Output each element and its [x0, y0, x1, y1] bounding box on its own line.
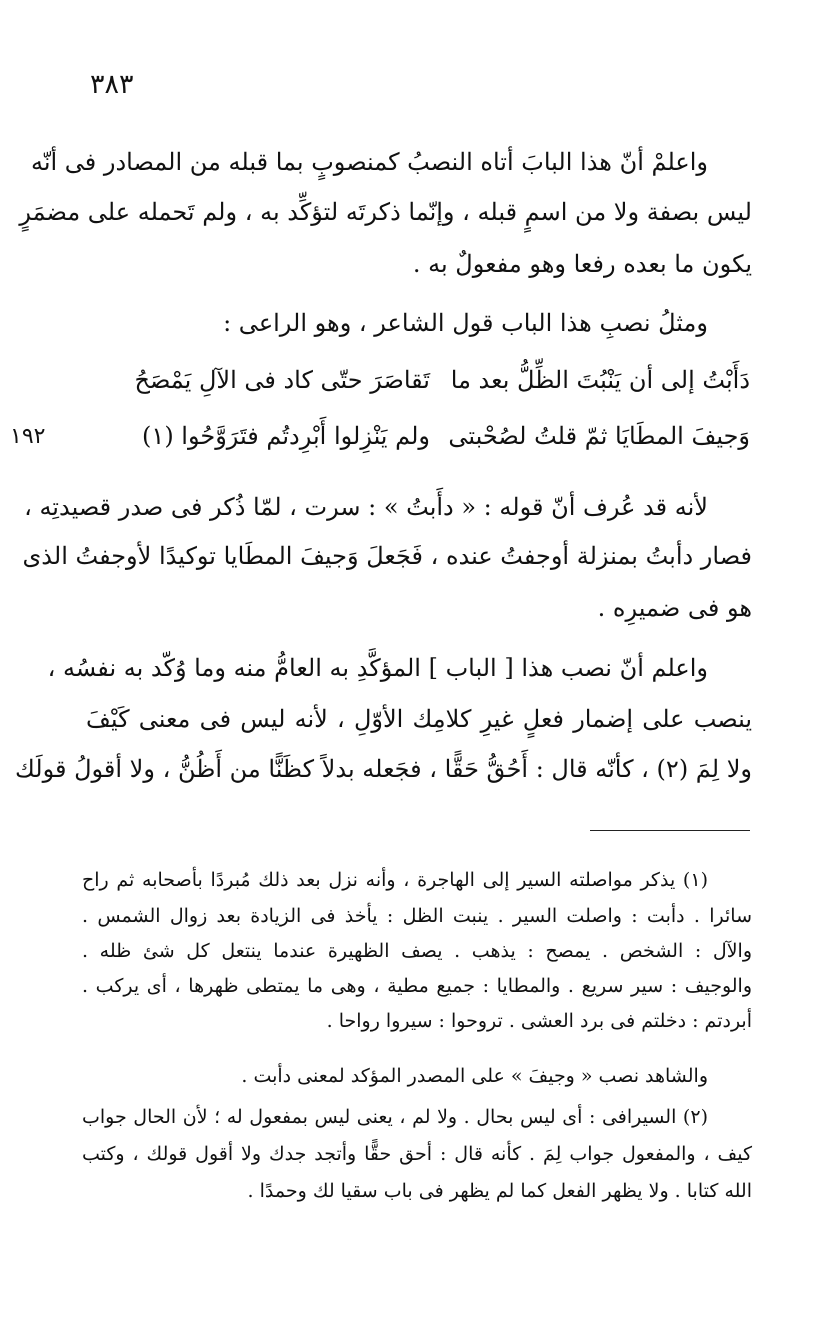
- verse-hemistich-1: دَأَبْتُ إلى أن يَنْبُتَ الظِّلُّ بعد ما: [450, 366, 750, 394]
- footnote-divider: [590, 830, 750, 831]
- footnote-line: والوجيف : سير سريع . والمطايا : جميع مطية ، وهى ما يمتطى ظهرها ، أى يركب .: [82, 975, 752, 997]
- verse-hemistich-3: وَجيفَ المطَايَا ثمّ قلتُ لصُحْبتى: [448, 422, 750, 450]
- body-line: لأنه قد عُرف أنّ قوله : « دأَبتُ » : سرت ، لمّا ذُكر فى صدر قصيدتِه ،: [24, 493, 708, 521]
- footnote-line: والآل : الشخص . يمصح : يذهب . يصف الظهيرة عندما ينتعل كل شئ ظله .: [82, 940, 752, 962]
- footnote-line: (١) يذكر مواصلته السير إلى الهاجرة ، وأنه نزل بعد ذلك مُبردًا بأصحابه ثم راح: [82, 869, 708, 891]
- footnote-line: كيف ، والمفعول جواب لِمَ . كأنه قال : أحق حقًّا وأتجد جدك ولا أقول قولك ، وكتب: [82, 1143, 752, 1165]
- body-line: واعلم أنّ نصب هذا [ الباب ] المؤكَّدِ به العامُّ منه وما وُكّد به نفسُه ،: [47, 654, 708, 682]
- footnote-line: والشاهد نصب « وجيفَ » على المصدر المؤكد لمعنى دأبت .: [241, 1065, 708, 1087]
- verse-hemistich-4: ولم يَنْزِلوا أَبْرِدتُم فتَرَوَّحُوا (١): [142, 422, 430, 450]
- verse-hemistich-2: تَقاصَرَ حتّى كاد فى الآلِ يَمْصَحُ: [134, 366, 430, 394]
- body-line: ينصب على إضمار فعلٍ غيرِ كلامِك الأوّلِ ، لأنه ليس فى معنى كَيْفَ: [86, 705, 752, 733]
- margin-page-reference: ١٩٢: [10, 424, 46, 449]
- page-number: ٣٨٣: [90, 69, 134, 100]
- footnote-line: أبردتم : دخلتم فى برد العشى . تروحوا : سيروا رواحا .: [326, 1010, 752, 1032]
- body-line: فصار دأبتُ بمنزلة أوجفتُ عنده ، فَجَعلَ وَجيفَ المطَايا توكيدًا لأوجفتُ الذى: [22, 542, 752, 570]
- footnote-line: الله كتابا . ولا يظهر الفعل كما لم يظهر فى باب سقيا لك وحمدًا .: [247, 1180, 752, 1202]
- footnote-line: سائرا . دأبت : واصلت السير . ينبت الظل : يأخذ فى الزيادة بعد زوال الشمس .: [82, 905, 752, 927]
- body-line: واعلمْ أنّ هذا البابَ أتاه النصبُ كمنصوبٍ بما قبله من المصادر فى أنّه: [30, 148, 708, 176]
- body-line: يكون ما بعده رفعا وهو مفعولٌ به .: [412, 250, 752, 278]
- body-line: ولا لِمَ (٢) ، كأنّه قال : أَحُقُّ حَقًّا ، فجَعله بدلاً كظَنًّا من أَظُنُّ ، ولا أقولُ قولَك: [15, 755, 752, 783]
- footnote-line: (٢) السيرافى : أى ليس بحال . ولا لم ، يعنى ليس بمفعول له ؛ لأن الحال جواب: [82, 1106, 708, 1128]
- body-line: ومثلُ نصبِ هذا الباب قول الشاعر ، وهو الراعى :: [223, 309, 708, 337]
- body-line: هو فى ضميرِه .: [597, 594, 752, 622]
- body-line: ليس بصفة ولا من اسمٍ قبله ، وإنّما ذكرتَه لتؤكِّد به ، ولم تَحمله على مضمَرٍ: [19, 198, 752, 226]
